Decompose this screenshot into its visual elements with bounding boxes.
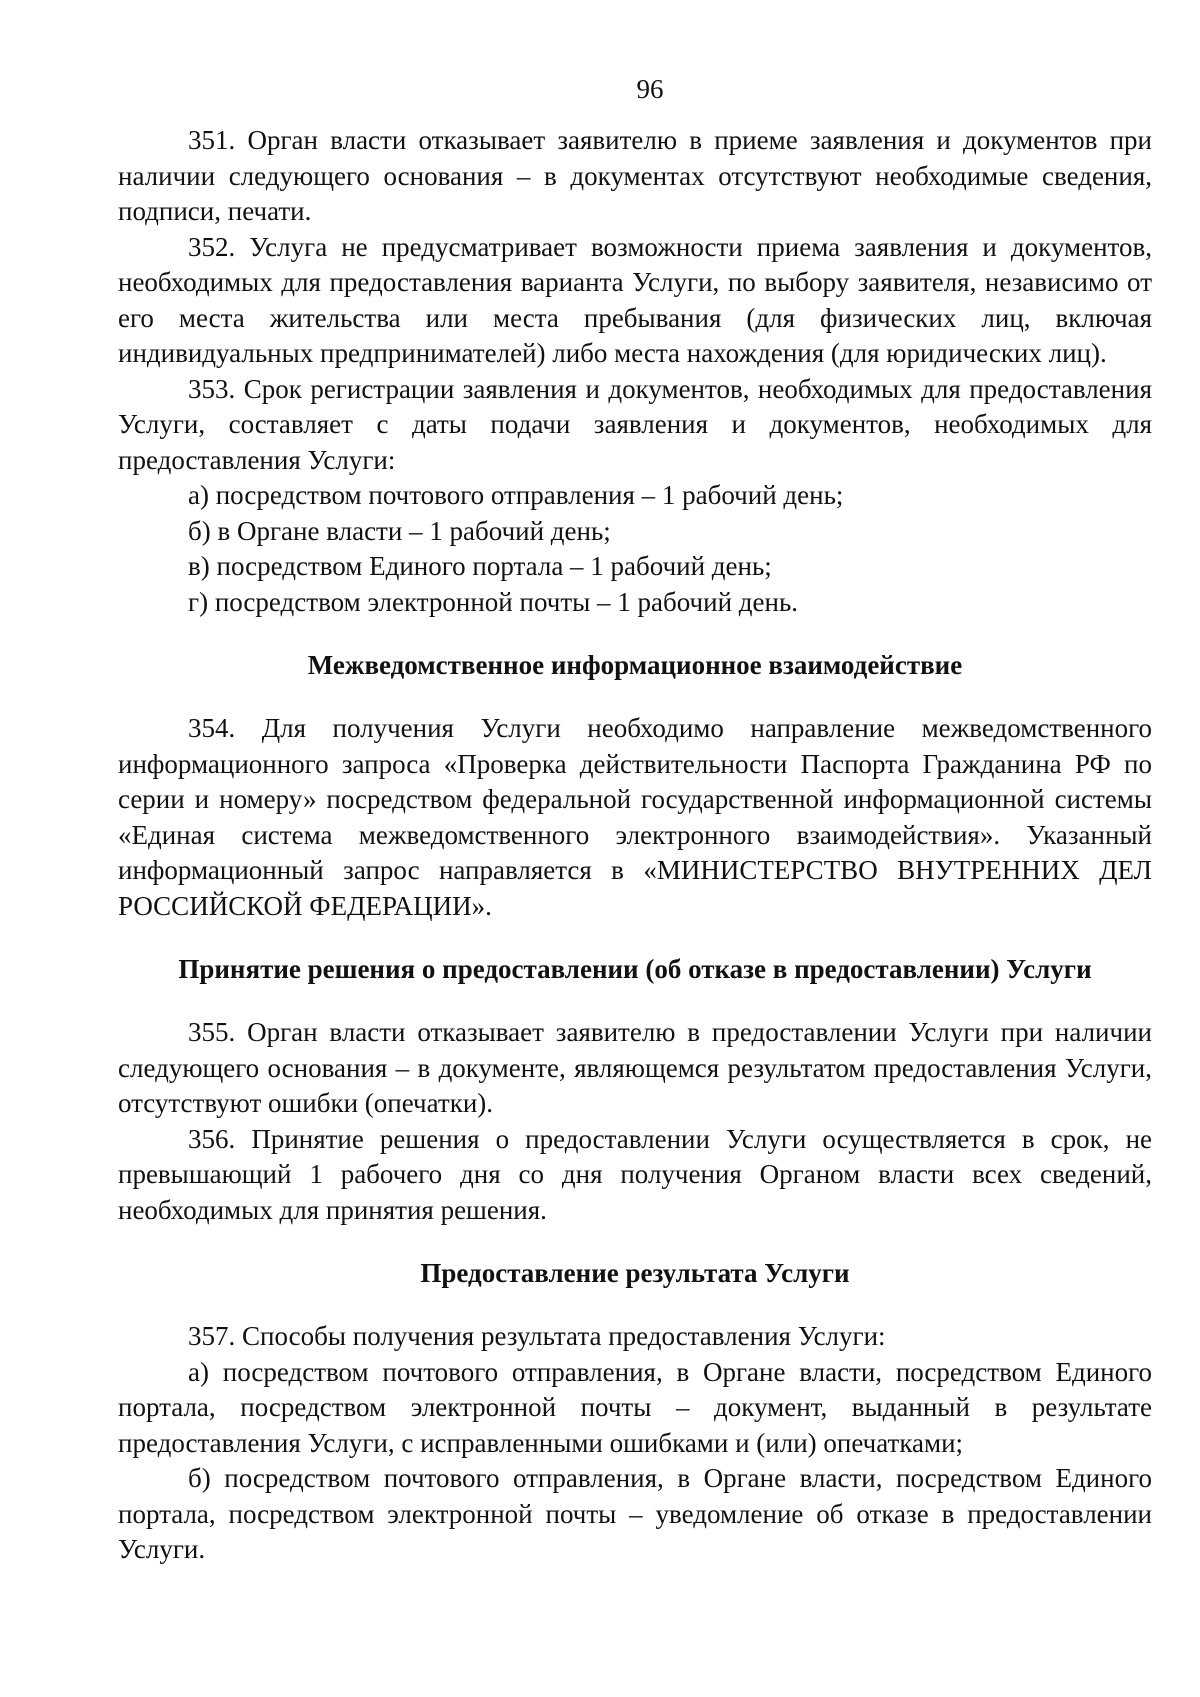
page-number: 96 [636, 74, 664, 104]
list-item: в) посредством Единого портала – 1 рабочий день; [188, 551, 772, 581]
paragraph-355: 355. Орган власти отказывает заявителю в предоставлении Услуги при наличии следующего основания – в документе, являющемся результатом предоставления Услуги, отсутствуют ошибки (опечатки). [118, 1017, 1152, 1118]
paragraph-357: 357. Способы получения результата предоставления Услуги: [188, 1321, 886, 1351]
section-heading-result: Предоставление результата Услуги [420, 1258, 850, 1288]
paragraph-354: 354. Для получения Услуги необходимо направление межведомственного информационного запроса «Проверка действительности Паспорта Гражданина РФ по серии и номеру» посредством федеральной государственной информационной системы «Единая система межведомственного электронного взаимодействия». Указанный информационный запрос направляется в «МИНИСТЕРСТВО ВНУТРЕННИХ ДЕЛ РОССИЙСКОЙ ФЕДЕРАЦИИ». [118, 713, 1152, 921]
section-heading-interagency: Межведомственное информационное взаимодействие [307, 650, 963, 680]
list-item: г) посредством электронной почты – 1 рабочий день. [188, 586, 799, 617]
document-page [118, 0, 1152, 1568]
list-item: б) в Органе власти – 1 рабочий день; [188, 515, 611, 546]
section-heading-decision: Принятие решения о предоставлении (об отказе в предоставлении) Услуги [178, 954, 1092, 984]
paragraph-356: 356. Принятие решения о предоставлении Услуги осуществляется в срок, не превышающий 1 рабочего дня со дня получения Органом власти всех сведений, необходимых для принятия решения. [118, 1123, 1152, 1225]
paragraph-351: 351. Орган власти отказывает заявителю в приеме заявления и документов при наличии следующего основания – в документах отсутствуют необходимые сведения, подписи, печати. [118, 125, 1152, 226]
paragraph-352: 352. Услуга не предусматривает возможности приема заявления и документов, необходимых для предоставления варианта Услуги, по выбору заявителя, независимо от его места жительства или места пребывания (для физических лиц, включая индивидуальных предпринимателей) либо места нахождения (для юридических лиц). [118, 231, 1152, 368]
list-item: б) посредством почтового отправления, в Органе власти, посредством Единого портала, посредством электронной почты – уведомление об отказе в предоставлении Услуги. [118, 1463, 1152, 1564]
list-item: а) посредством почтового отправления – 1 рабочий день; [188, 480, 844, 510]
paragraph-353: 353. Срок регистрации заявления и документов, необходимых для предоставления Услуги, составляет с даты подачи заявления и документов, необходимых для предоставления Услуги: [118, 373, 1152, 475]
list-item: а) посредством почтового отправления, в Органе власти, посредством Единого портала, посредством электронной почты – документ, выданный в результате предоставления Услуги, с исправленными ошибками и (или) опечатками; [118, 1356, 1152, 1458]
